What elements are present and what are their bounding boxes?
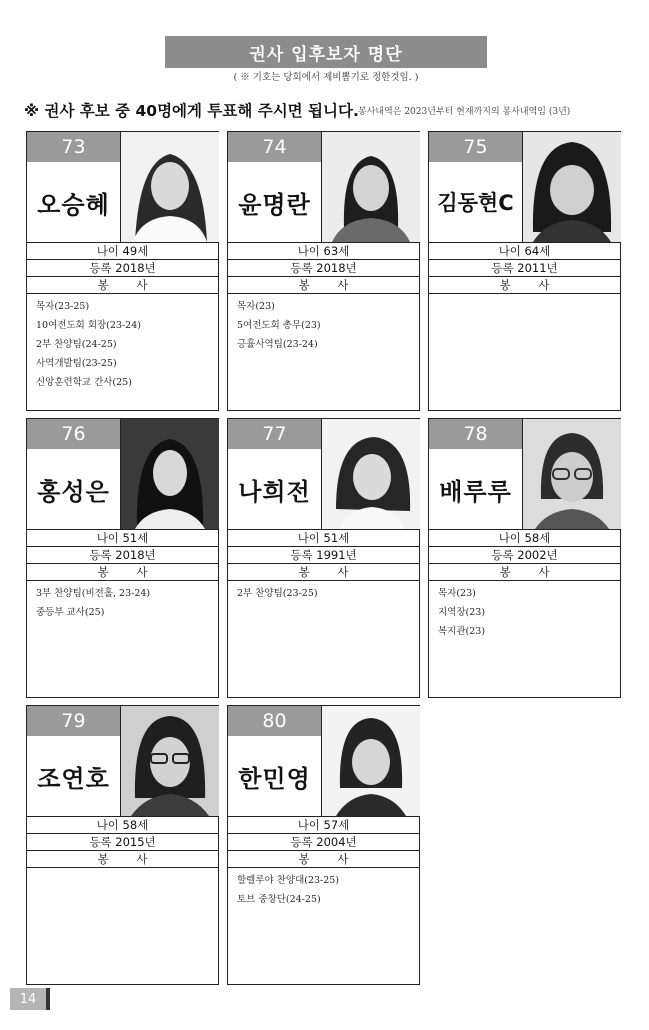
service-item: 목자(23)	[438, 588, 476, 599]
candidate-photo	[321, 419, 420, 529]
candidate-number: 79	[27, 706, 120, 736]
candidate-age: 나이 58세	[27, 816, 218, 833]
candidate-card	[26, 418, 219, 698]
candidate-registered: 등록 2002년	[429, 546, 620, 563]
service-period-note: 봉사내역은 2023년부터 현재까지의 봉사내역임 (3년)	[358, 107, 571, 117]
candidate-name: 나희전	[238, 477, 311, 506]
service-item: 지역장(23)	[438, 607, 486, 618]
candidate-registered: 등록 2018년	[27, 546, 218, 563]
candidate-registered: 등록 1991년	[228, 546, 419, 563]
candidate-card	[227, 705, 420, 985]
service-list	[429, 580, 620, 641]
candidate-number: 77	[228, 419, 321, 449]
page-number: 14	[10, 988, 50, 1010]
candidate-age: 나이 58세	[429, 529, 620, 546]
candidate-age: 나이 63세	[228, 242, 419, 259]
candidate-name: 김동현C	[437, 191, 514, 215]
service-item: 2부 찬양팀(23-25)	[237, 588, 318, 599]
candidate-card	[227, 418, 420, 698]
candidate-card	[26, 705, 219, 985]
title-note: ( ※ 기호는 당회에서 제비뽑기로 정한것임. )	[233, 72, 419, 83]
service-heading: 봉 사	[228, 276, 419, 292]
candidate-photo	[120, 706, 219, 816]
service-item: 3부 찬양팀(비전홀, 23-24)	[36, 588, 151, 599]
service-heading: 봉 사	[228, 850, 419, 866]
candidate-photo	[522, 132, 621, 242]
service-heading: 봉 사	[429, 276, 620, 292]
candidate-name: 홍성은	[37, 477, 110, 506]
service-item: 사역개발팀(23-25)	[36, 358, 117, 369]
candidate-card	[428, 131, 621, 411]
candidate-number: 78	[429, 419, 522, 449]
candidate-photo	[321, 706, 420, 816]
service-item: 복지관(23)	[438, 626, 486, 637]
candidate-number: 76	[27, 419, 120, 449]
page-title: 권사 입후보자 명단	[165, 36, 487, 68]
candidate-card	[428, 418, 621, 698]
service-list	[228, 580, 419, 603]
candidate-age: 나이 51세	[228, 529, 419, 546]
candidate-name: 배루루	[439, 477, 512, 506]
voting-instruction: ※ 권사 후보 중 40명에게 투표해 주시면 됩니다.	[24, 102, 359, 120]
service-list	[27, 580, 218, 622]
candidate-number: 75	[429, 132, 522, 162]
candidate-photo	[120, 132, 219, 242]
candidate-name: 조연호	[37, 764, 110, 793]
service-item: 긍휼사역팀(23-24)	[237, 339, 318, 350]
service-item: 목자(23)	[237, 301, 275, 312]
service-item: 2부 찬양팀(24-25)	[36, 339, 117, 350]
candidate-registered: 등록 2015년	[27, 833, 218, 850]
candidate-photo	[522, 419, 621, 529]
service-heading: 봉 사	[429, 563, 620, 579]
candidate-registered: 등록 2011년	[429, 259, 620, 276]
candidate-age: 나이 49세	[27, 242, 218, 259]
service-heading: 봉 사	[27, 850, 218, 866]
candidate-age: 나이 64세	[429, 242, 620, 259]
service-item: 토브 중창단(24-25)	[237, 894, 321, 905]
service-item: 10여전도회 회장(23-24)	[36, 320, 141, 331]
candidate-number: 73	[27, 132, 120, 162]
candidate-name: 윤명란	[238, 190, 311, 219]
service-heading: 봉 사	[27, 276, 218, 292]
candidate-number: 80	[228, 706, 321, 736]
service-item: 중등부 교사(25)	[36, 607, 105, 618]
candidate-number: 74	[228, 132, 321, 162]
candidate-registered: 등록 2018년	[27, 259, 218, 276]
service-item: 신앙훈련학교 간사(25)	[36, 377, 132, 388]
candidate-age: 나이 57세	[228, 816, 419, 833]
service-heading: 봉 사	[27, 563, 218, 579]
candidate-name: 오승혜	[37, 190, 110, 219]
service-item: 목자(23-25)	[36, 301, 90, 312]
candidate-photo	[321, 132, 420, 242]
service-list	[429, 293, 620, 297]
service-list	[228, 293, 419, 354]
candidate-registered: 등록 2018년	[228, 259, 419, 276]
candidate-card	[26, 131, 219, 411]
service-heading: 봉 사	[228, 563, 419, 579]
candidate-card	[227, 131, 420, 411]
service-item: 할렐루야 찬양대(23-25)	[237, 875, 340, 886]
service-item: 5여전도회 총무(23)	[237, 320, 321, 331]
candidate-name: 한민영	[238, 764, 311, 793]
candidate-photo	[120, 419, 219, 529]
service-list	[27, 867, 218, 871]
service-list	[228, 867, 419, 909]
candidate-registered: 등록 2004년	[228, 833, 419, 850]
service-list	[27, 293, 218, 392]
candidate-age: 나이 51세	[27, 529, 218, 546]
